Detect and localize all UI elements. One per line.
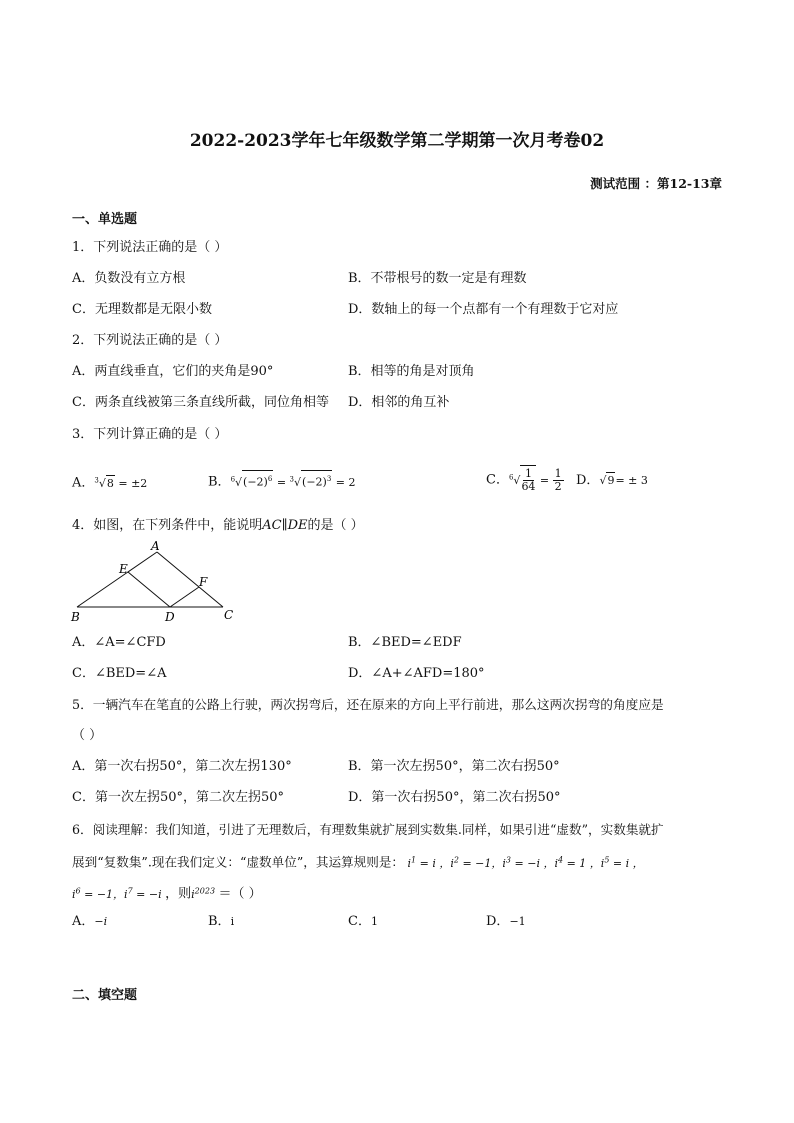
- stem-math: AC∥DE: [262, 518, 308, 533]
- segment-ac: [157, 552, 223, 607]
- section-heading-single-choice: 一、单选题: [72, 212, 138, 227]
- line-2-text: 展到“复数集”.现在我们定义：“虚数单位”，其运算规则是：: [72, 854, 405, 870]
- sqrt-expression: √9= ± 3: [599, 474, 648, 487]
- imaginary-unit-rules-part-2: $i^6 = -1$，$i^7 = -i$: [72, 886, 166, 901]
- question-5-stem: 5．一辆汽车在笔直的公路上行驶，两次拐弯后，还在原来的方向上平行前进，那么这两次拐弯的角度应是: [72, 697, 664, 712]
- question-6-option-d: [486, 914, 526, 930]
- segment-df: [170, 587, 199, 607]
- question-5-option-c: C．第一次左拐50°，第二次左拐50°: [72, 790, 285, 805]
- question-4-option-c: C．∠BED=∠A: [72, 666, 167, 681]
- option-c-value: 1: [370, 915, 378, 928]
- question-4-option-a: A．∠A=∠CFD: [72, 635, 166, 650]
- stem-suffix: 的是（ ）: [307, 518, 364, 533]
- option-a-label: A．: [72, 914, 95, 929]
- question-5-option-a: A．第一次右拐50°，第二次左拐130°: [72, 759, 292, 774]
- question-1-option-b: B．不带根号的数一定是有理数: [348, 271, 527, 286]
- option-d-label: D．: [576, 473, 600, 488]
- label-c: C: [224, 608, 234, 622]
- option-a-label: A．: [72, 475, 95, 491]
- question-5-stem-continued: （ ）: [72, 728, 103, 743]
- question-3-stem: 3．下列计算正确的是（ ）: [72, 427, 228, 442]
- segment-ed: [128, 572, 170, 607]
- label-d: D: [165, 610, 175, 624]
- line-3-prefix: ，则: [165, 886, 192, 902]
- question-3-option-b: [208, 470, 356, 491]
- question-6-line-3: [72, 883, 262, 903]
- section-heading-fill-in: 二、填空题: [72, 988, 138, 1003]
- question-1-option-a: A．负数没有立方根: [72, 271, 186, 286]
- option-b-label: B．: [208, 914, 231, 929]
- question-4-option-b: B．∠BED=∠EDF: [348, 635, 462, 650]
- segment-ab: [77, 552, 157, 607]
- label-a: A: [151, 540, 160, 553]
- option-b-value: i: [230, 915, 235, 928]
- question-6-line-2: [72, 852, 644, 872]
- question-2-option-c: C．两条直线被第三条直线所截，同位角相等: [72, 395, 329, 410]
- question-5-option-d: D．第一次右拐50°，第二次右拐50°: [348, 790, 561, 805]
- option-c-label: C．: [486, 472, 509, 488]
- question-2-option-b: B．相等的角是对顶角: [348, 364, 475, 379]
- question-4-option-d: D．∠A+∠AFD=180°: [348, 666, 485, 681]
- cube-root-expression: $^3$√8 = ±2: [94, 476, 148, 490]
- question-1-stem: 1．下列说法正确的是（ ）: [72, 240, 228, 255]
- question-4-stem: [72, 518, 364, 534]
- page-title: 2022-2023学年七年级数学第二学期第一次月考卷02: [189, 131, 605, 151]
- line-3-suffix: ＝（ ）: [218, 886, 262, 902]
- imaginary-unit-rules-part-1: $i^1 = i$ ，$i^2 = -1$，$i^3 = -i$ ，$i^4 = 1$ ，$i^5 = i$ ，: [404, 855, 644, 870]
- root-expression: $^6√(-2)^6 = ^3√(-2)^3 = 2$: [231, 476, 356, 489]
- question-2-stem: 2．下列说法正确的是（ ）: [72, 333, 228, 348]
- option-d-value: −1: [509, 915, 526, 928]
- option-a-value: −i: [94, 915, 108, 928]
- question-3-option-c: [486, 462, 564, 496]
- question-6-option-b: [208, 914, 234, 930]
- question-6-option-c: [348, 914, 378, 930]
- triangle-figure: [68, 540, 248, 626]
- question-1-option-c: C．无理数都是无限小数: [72, 302, 212, 317]
- question-1-option-d: D．数轴上的每一个点都有一个有理数于它对应: [348, 302, 619, 317]
- power-expression: $i^{2023}$: [191, 886, 216, 901]
- label-e: E: [119, 562, 128, 576]
- question-5-option-b: B．第一次左拐50°，第二次右拐50°: [348, 759, 560, 774]
- option-c-label: C．: [348, 914, 371, 929]
- option-b-label: B．: [208, 474, 231, 490]
- stem-prefix: 4．如图，在下列条件中，能说明: [72, 518, 263, 533]
- option-d-label: D．: [486, 914, 510, 929]
- label-f: F: [199, 575, 208, 589]
- test-scope: 测试范围 ：第12-13章: [590, 176, 722, 191]
- sixth-root-fraction: $^6$√ $\frac{1}{64}$ = $\frac{1}{2}$: [509, 474, 564, 487]
- question-6-option-a: [72, 914, 107, 930]
- question-3-option-d: [576, 472, 648, 489]
- question-3-option-a: [72, 472, 147, 492]
- question-2-option-a: A．两直线垂直，它们的夹角是90°: [72, 364, 274, 379]
- question-6-line-1: 6．阅读理解：我们知道，引进了无理数后，有理数集就扩展到实数集.同样，如果引进“虚数”，实数集就扩: [72, 822, 664, 837]
- question-2-option-d: D．相邻的角互补: [348, 395, 450, 410]
- label-b: B: [71, 610, 80, 624]
